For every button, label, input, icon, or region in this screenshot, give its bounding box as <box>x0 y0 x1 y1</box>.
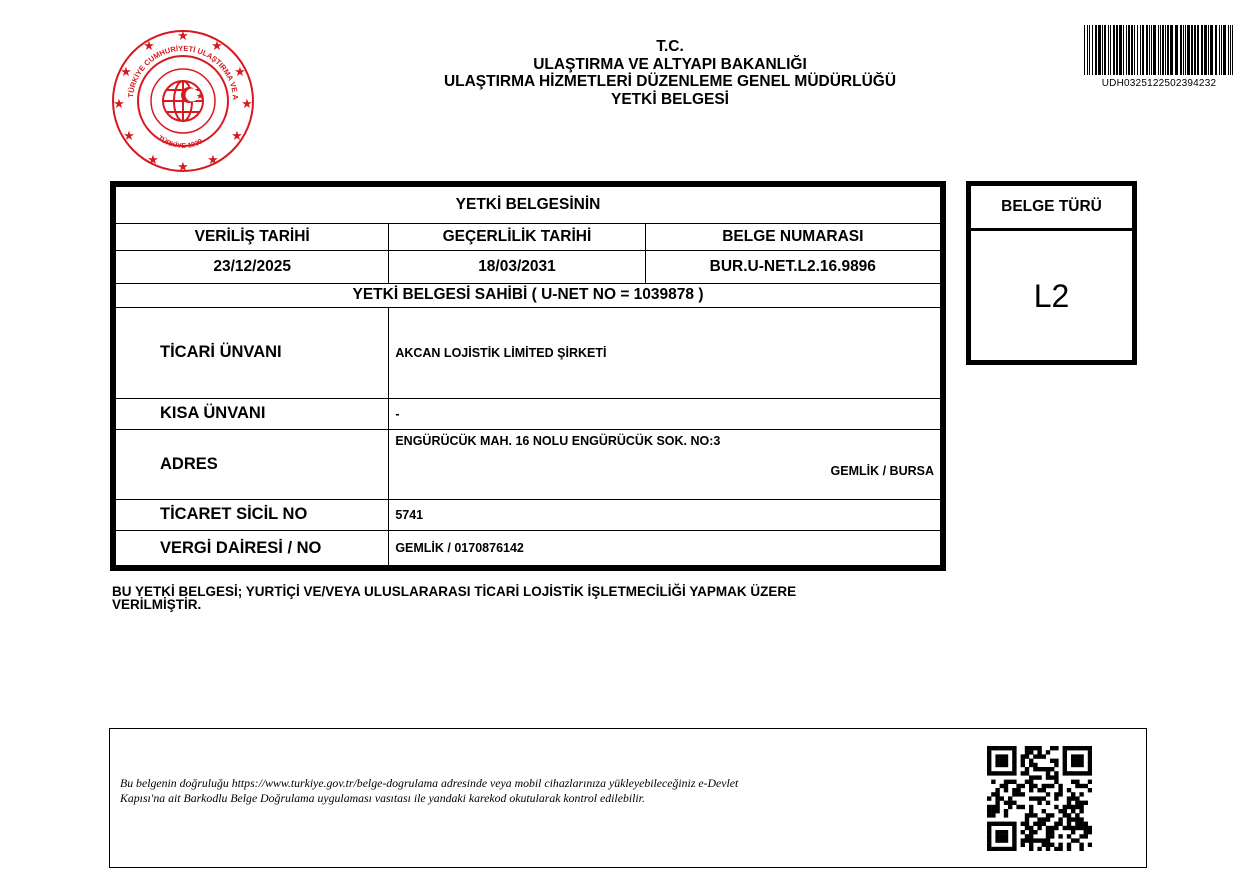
verification-line-2: Kapısı'na ait Barkodlu Belge Doğrulama uygulaması vasıtası ile yandaki karekod okutularak kontrol edilebilir. <box>120 790 645 805</box>
issue-date-value: 23/12/2025 <box>116 251 389 284</box>
address-line-1: ENGÜRÜCÜK MAH. 16 NOLU ENGÜRÜCÜK SOK. NO:3 <box>395 434 721 449</box>
barcode-number: UDH0325122502394232 <box>1101 78 1217 89</box>
svg-text:★: ★ <box>113 97 125 112</box>
tax-value: GEMLİK / 0170876142 <box>389 531 941 566</box>
registry-value: 5741 <box>389 499 941 531</box>
section-title: YETKİ BELGESİNİN <box>116 187 941 224</box>
verification-text <box>120 776 950 805</box>
header-line-tc: T.C. <box>656 38 684 55</box>
svg-text:★: ★ <box>241 97 253 112</box>
registry-label: TİCARET SİCİL NO <box>116 499 389 531</box>
holder-title: YETKİ BELGESİ SAHİBİ ( U-NET NO = 1039878 ) <box>116 283 941 307</box>
verification-line-1: Bu belgenin doğruluğu https://www.turkiye.gov.tr/belge-dogrulama adresinde veya mobil cihazlarınıza yükleyebileceğiniz e-Devlet <box>120 776 739 790</box>
valid-date-value: 18/03/2031 <box>389 251 645 284</box>
svg-text:★: ★ <box>211 39 223 54</box>
authorization-note <box>112 585 932 611</box>
address-line-2: GEMLİK / BURSA <box>830 464 934 479</box>
tax-label: VERGİ DAİRESİ / NO <box>116 531 389 566</box>
valid-date-header: GEÇERLİLİK TARİHİ <box>389 223 645 250</box>
short-name-value: - <box>389 398 941 430</box>
svg-text:★: ★ <box>234 65 246 80</box>
document-header <box>330 38 1010 108</box>
doc-number-header: BELGE NUMARASI <box>645 223 940 250</box>
svg-text:TÜRKİYE 1939: TÜRKİYE 1939 <box>156 134 204 151</box>
note-line-1: BU YETKİ BELGESİ; YURTİÇİ VE/VEYA ULUSLARARASI TİCARİ LOJİSTİK İŞLETMECİLİĞİ YAPMAK ÜZERE <box>112 584 797 599</box>
svg-text:★: ★ <box>120 65 132 80</box>
document-type-box <box>966 181 1137 365</box>
short-name-label: KISA ÜNVANI <box>116 398 389 430</box>
address-value <box>389 430 941 499</box>
svg-text:★: ★ <box>143 39 155 54</box>
address-label: ADRES <box>116 430 389 499</box>
doc-number-value: BUR.U-NET.L2.16.9896 <box>645 251 940 284</box>
issue-date-header: VERİLİŞ TARİHİ <box>116 223 389 250</box>
qr-code-icon <box>987 746 1092 851</box>
svg-text:★: ★ <box>231 129 243 144</box>
trade-name-value: AKCAN LOJİSTİK LİMİTED ŞİRKETİ <box>389 308 941 399</box>
barcode <box>1083 25 1235 85</box>
document-type-title: BELGE TÜRÜ <box>971 186 1132 231</box>
header-document-title: YETKİ BELGESİ <box>611 90 729 108</box>
header-ministry: ULAŞTIRMA VE ALTYAPI BAKANLIĞI <box>533 55 807 73</box>
svg-text:★: ★ <box>147 153 159 168</box>
svg-text:★: ★ <box>207 153 219 168</box>
certificate-table <box>110 181 946 571</box>
note-line-2: VERİLMİŞTİR. <box>112 597 202 612</box>
document-type-value: L2 <box>1033 277 1070 314</box>
header-directorate: ULAŞTIRMA HİZMETLERİ DÜZENLEME GENEL MÜDÜRLÜĞÜ <box>443 73 897 90</box>
svg-text:★: ★ <box>196 92 205 102</box>
ministry-seal-logo <box>110 28 256 174</box>
trade-name-label: TİCARİ ÜNVANI <box>116 308 389 399</box>
svg-text:★: ★ <box>123 129 135 144</box>
svg-text:★: ★ <box>177 160 189 174</box>
svg-text:★: ★ <box>177 29 189 44</box>
svg-text:TÜRKİYE CUMHURİYETİ ULAŞTIRMA: TÜRKİYE CUMHURİYETİ ULAŞTIRMA VE A <box>126 43 241 101</box>
